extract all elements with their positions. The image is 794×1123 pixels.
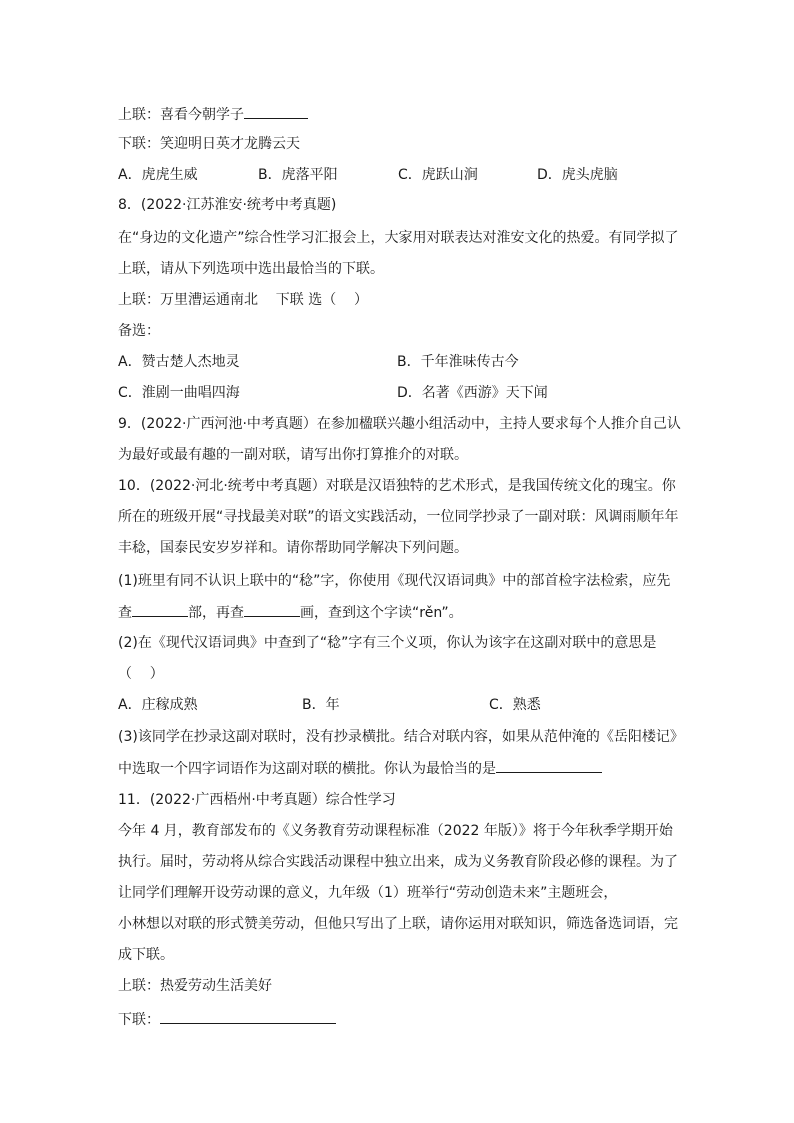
q7-option-d[interactable]: D．虎头虎脑 [537,167,618,183]
q10-part1-text-c: 画，查到这个字读“rěn”。 [300,605,463,621]
q10-part1-line-1: (1)班里有同不认识上联中的“稔”字，你使用《现代汉语词典》中的部首检字法检索，应先 [118,573,671,589]
q7-option-c[interactable]: C．虎跃山涧 [398,167,478,183]
q10-option-b[interactable]: B．年 [302,697,340,713]
q7-upper-couplet [118,104,308,125]
q8-option-d[interactable]: D．名著《西游》天下闻 [397,385,548,401]
q10-horizontal-scroll-blank[interactable] [496,758,602,773]
q10-line-3: 丰稔，国泰民安岁岁祥和。请你帮助同学解决下列问题。 [118,540,468,556]
q7-option-a[interactable]: A．虎虎生威 [118,167,198,183]
q8-option-b[interactable]: B．千年淮味传古今 [397,354,519,370]
q10-line-1: 10．(2022·河北·统考中考真题）对联是汉语独特的艺术形式，是我国传统文化的瑰宝。你 [118,478,676,494]
q8-header: 8．(2022·江苏淮安·统考中考真题) [118,197,337,213]
q8-stem-line-1: 在“身边的文化遗产”综合性学习汇报会上，大家用对联表达对淮安文化的热爱。有同学拟了 [118,230,679,246]
q10-radical-blank[interactable] [132,602,188,617]
q10-part1-line-2 [118,602,463,623]
q8-choose-label: 备选： [118,323,160,339]
q7-upper-text: 上联：喜看今朝学子 [118,107,244,123]
q8-option-c[interactable]: C．淮剧一曲唱四海 [118,385,240,401]
q8-option-a[interactable]: A．赞古楚人杰地灵 [118,354,240,370]
q10-option-c[interactable]: C．熟悉 [489,697,541,713]
q10-part1-text-a: 查 [118,605,132,621]
q11-lower-couplet [118,1009,336,1030]
q10-stroke-blank[interactable] [244,602,300,617]
q11-upper-couplet: 上联：热爱劳动生活美好 [118,978,272,994]
q11-line-5: 成下联。 [118,947,174,963]
q10-part3-line-1: (3)该同学在抄录这副对联时，没有抄录横批。结合对联内容，如果从范仲淹的《岳阳楼记》 [118,729,684,745]
q10-part2-line-1: (2)在《现代汉语词典》中查到了“稔”字有三个义项，你认为该字在这副对联中的意思是 [118,635,657,651]
q11-answer-blank[interactable] [160,1009,336,1024]
q11-line-4: 小林想以对联的形式赞美劳动，但他只写出了上联，请你运用对联知识，筛选备选词语，完 [118,916,678,932]
q11-line-2: 执行。届时，劳动将从综合实践活动课程中独立出来，成为义务教育阶段必修的课程。为了 [118,854,678,870]
q11-line-1: 今年 4 月，教育部发布的《义务教育劳动课程标准（2022 年版）》将于今年秋季学期开始 [118,823,673,839]
q7-option-b[interactable]: B．虎落平阳 [258,167,338,183]
q11-header: 11．(2022·广西梧州·中考真题）综合性学习 [118,792,396,808]
q8-stem-line-2: 上联，请从下列选项中选出最恰当的下联。 [118,261,384,277]
q9-line-1: 9．(2022·广西河池·中考真题）在参加楹联兴趣小组活动中，主持人要求每个人推介自己认 [118,416,681,432]
q9-line-2: 为最好或最有趣的一副对联，请写出你打算推介的对联。 [118,447,468,463]
q7-lower-couplet: 下联：笑迎明日英才龙腾云天 [118,136,300,152]
q10-part1-text-b: 部，再查 [188,605,244,621]
q7-answer-blank[interactable] [244,104,308,119]
q11-line-3: 让同学们理解开设劳动课的意义，九年级（1）班举行“劳动创造未来”主题班会， [118,885,618,901]
q10-part2-paren[interactable]: （ ） [118,666,164,682]
q11-lower-label: 下联： [118,1012,160,1028]
q10-line-2: 所在的班级开展“寻找最美对联”的语文实践活动，一位同学抄录了一副对联：风调雨顺年年 [118,509,679,525]
q10-part3-line-2 [118,758,602,779]
q10-part3-text: 中选取一个四字词语作为这副对联的横批。你认为最恰当的是 [118,761,496,777]
q10-option-a[interactable]: A．庄稼成熟 [118,697,198,713]
q8-couplet: 上联：万里漕运通南北 下联 选（ ） [118,292,369,308]
